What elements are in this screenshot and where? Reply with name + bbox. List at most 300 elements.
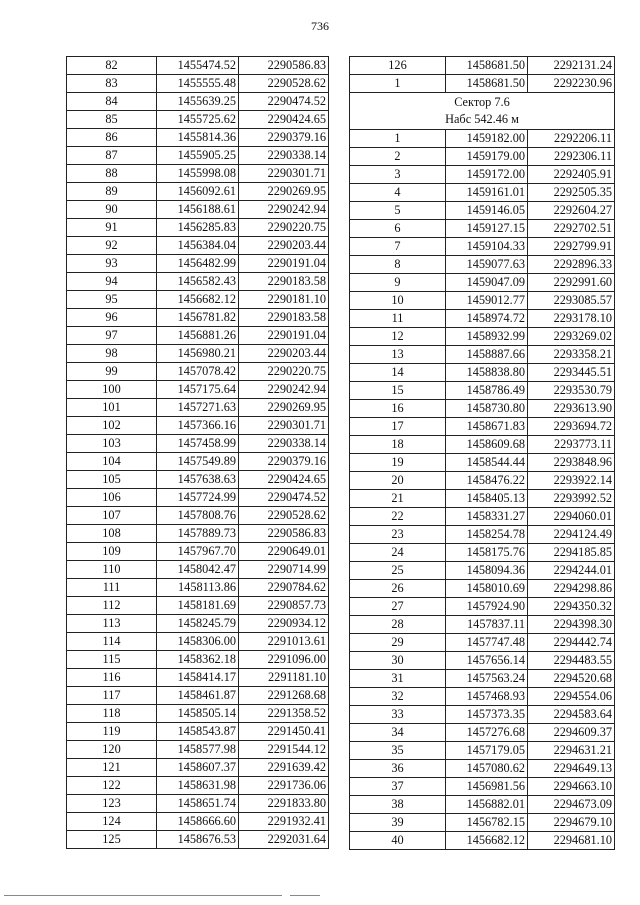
table-row [67,183,329,201]
table-row [67,363,329,381]
y-coordinate: 2292702.51 [528,220,615,238]
x-coordinate: 1458010.69 [446,580,528,598]
y-coordinate: 2290528.62 [239,75,329,93]
point-number: 26 [350,580,446,598]
y-coordinate: 2290784.62 [239,579,329,597]
point-number: 108 [67,525,157,543]
x-coordinate: 1456188.61 [157,201,239,219]
x-coordinate: 1458181.69 [157,597,239,615]
point-number: 103 [67,435,157,453]
point-number: 14 [350,364,446,382]
x-coordinate: 1456981.56 [446,778,528,796]
table-row [350,346,615,364]
point-number: 95 [67,291,157,309]
x-coordinate: 1458543.87 [157,723,239,741]
y-coordinate: 2290301.71 [239,417,329,435]
x-coordinate: 1458681.50 [446,75,528,93]
y-coordinate: 2293922.14 [528,472,615,490]
table-row [67,417,329,435]
table-row [350,382,615,400]
x-coordinate: 1459182.00 [446,130,528,148]
y-coordinate: 2290586.83 [239,525,329,543]
x-coordinate: 1456582.43 [157,273,239,291]
x-coordinate: 1456092.61 [157,183,239,201]
y-coordinate: 2293992.52 [528,490,615,508]
x-coordinate: 1457175.64 [157,381,239,399]
y-coordinate: 2290220.75 [239,219,329,237]
table-row [350,508,615,526]
point-number: 98 [67,345,157,363]
point-number: 4 [350,184,446,202]
point-number: 105 [67,471,157,489]
point-number: 83 [67,75,157,93]
x-coordinate: 1458254.78 [446,526,528,544]
table-row [350,472,615,490]
y-coordinate: 2293085.57 [528,292,615,310]
point-number: 118 [67,705,157,723]
y-coordinate: 2290269.95 [239,183,329,201]
x-coordinate: 1458094.36 [446,562,528,580]
x-coordinate: 1458974.72 [446,310,528,328]
table-row [67,129,329,147]
point-number: 27 [350,598,446,616]
x-coordinate: 1458544.44 [446,454,528,472]
table-row [350,364,615,382]
table-row [350,292,615,310]
table-row [350,454,615,472]
y-coordinate: 2294442.74 [528,634,615,652]
point-number: 122 [67,777,157,795]
table-row [350,760,615,778]
y-coordinate: 2292505.35 [528,184,615,202]
point-number: 120 [67,741,157,759]
x-coordinate: 1458042.47 [157,561,239,579]
table-row [350,688,615,706]
y-coordinate: 2291013.61 [239,633,329,651]
x-coordinate: 1456781.82 [157,309,239,327]
y-coordinate: 2294298.86 [528,580,615,598]
table-row [67,399,329,417]
point-number: 121 [67,759,157,777]
y-coordinate: 2294398.30 [528,616,615,634]
table-row [67,93,329,111]
point-number: 19 [350,454,446,472]
x-coordinate: 1458362.18 [157,651,239,669]
y-coordinate: 2292405.91 [528,166,615,184]
table-row [350,832,615,850]
y-coordinate: 2293178.10 [528,310,615,328]
y-coordinate: 2291932.41 [239,813,329,831]
x-coordinate: 1455905.25 [157,147,239,165]
y-coordinate: 2292896.33 [528,256,615,274]
y-coordinate: 2293358.21 [528,346,615,364]
table-row [67,759,329,777]
x-coordinate: 1459104.33 [446,238,528,256]
y-coordinate: 2292604.27 [528,202,615,220]
point-number: 38 [350,796,446,814]
table-row [350,706,615,724]
table-row [350,202,615,220]
point-number: 99 [67,363,157,381]
x-coordinate: 1458577.98 [157,741,239,759]
x-coordinate: 1458306.00 [157,633,239,651]
y-coordinate: 2293613.90 [528,400,615,418]
table-row [67,453,329,471]
table-row [350,130,615,148]
x-coordinate: 1458405.13 [446,490,528,508]
y-coordinate: 2291833.80 [239,795,329,813]
table-row [350,616,615,634]
x-coordinate: 1457179.05 [446,742,528,760]
y-coordinate: 2294060.01 [528,508,615,526]
y-coordinate: 2291096.00 [239,651,329,669]
x-coordinate: 1456285.83 [157,219,239,237]
table-row [67,165,329,183]
point-number: 116 [67,669,157,687]
table-row [67,633,329,651]
point-number: 10 [350,292,446,310]
point-number: 101 [67,399,157,417]
x-coordinate: 1457808.76 [157,507,239,525]
point-number: 96 [67,309,157,327]
x-coordinate: 1458838.80 [446,364,528,382]
table-row [350,400,615,418]
x-coordinate: 1457366.16 [157,417,239,435]
point-number: 24 [350,544,446,562]
y-coordinate: 2291450.41 [239,723,329,741]
x-coordinate: 1456682.12 [446,832,528,850]
table-row [67,471,329,489]
point-number: 104 [67,453,157,471]
table-row [350,238,615,256]
y-coordinate: 2290269.95 [239,399,329,417]
point-number: 110 [67,561,157,579]
point-number: 100 [67,381,157,399]
x-coordinate: 1456980.21 [157,345,239,363]
table-row [350,184,615,202]
x-coordinate: 1458461.87 [157,687,239,705]
point-number: 94 [67,273,157,291]
x-coordinate: 1459146.05 [446,202,528,220]
y-coordinate: 2292991.60 [528,274,615,292]
x-coordinate: 1457078.42 [157,363,239,381]
table-row [350,256,615,274]
x-coordinate: 1458932.99 [446,328,528,346]
point-number: 114 [67,633,157,651]
table-row [67,345,329,363]
y-coordinate: 2294350.32 [528,598,615,616]
table-row [350,598,615,616]
y-coordinate: 2290181.10 [239,291,329,309]
x-coordinate: 1459012.77 [446,292,528,310]
table-row [67,273,329,291]
point-number: 113 [67,615,157,633]
point-number: 8 [350,256,446,274]
x-coordinate: 1458887.66 [446,346,528,364]
point-number: 84 [67,93,157,111]
y-coordinate: 2290203.44 [239,237,329,255]
x-coordinate: 1458607.37 [157,759,239,777]
point-number: 11 [350,310,446,328]
x-coordinate: 1456384.04 [157,237,239,255]
table-row [67,435,329,453]
point-number: 124 [67,813,157,831]
table-row [67,111,329,129]
point-number: 13 [350,346,446,364]
point-number: 7 [350,238,446,256]
point-number: 85 [67,111,157,129]
x-coordinate: 1457924.90 [446,598,528,616]
y-coordinate: 2294609.37 [528,724,615,742]
table-row [350,652,615,670]
point-number: 91 [67,219,157,237]
x-coordinate: 1457458.99 [157,435,239,453]
point-number: 20 [350,472,446,490]
table-row [67,381,329,399]
point-number: 117 [67,687,157,705]
point-number: 39 [350,814,446,832]
table-row [67,57,329,75]
table-row [67,777,329,795]
y-coordinate: 2291736.06 [239,777,329,795]
table-row [67,597,329,615]
x-coordinate: 1458505.14 [157,705,239,723]
point-number: 37 [350,778,446,796]
y-coordinate: 2290338.14 [239,435,329,453]
x-coordinate: 1458476.22 [446,472,528,490]
point-number: 92 [67,237,157,255]
table-row [350,724,615,742]
point-number: 89 [67,183,157,201]
sector-header [350,93,615,130]
x-coordinate: 1458681.50 [446,57,528,75]
table-row [350,328,615,346]
x-coordinate: 1457563.24 [446,670,528,688]
table-row [67,579,329,597]
x-coordinate: 1457080.62 [446,760,528,778]
y-coordinate: 2294244.01 [528,562,615,580]
point-number: 115 [67,651,157,669]
y-coordinate: 2293773.11 [528,436,615,454]
y-coordinate: 2294185.85 [528,544,615,562]
left-coordinates-table [66,56,329,849]
x-coordinate: 1457468.93 [446,688,528,706]
x-coordinate: 1459179.00 [446,148,528,166]
point-number: 1 [350,75,446,93]
x-coordinate: 1459161.01 [446,184,528,202]
point-number: 17 [350,418,446,436]
point-number: 109 [67,543,157,561]
x-coordinate: 1455639.25 [157,93,239,111]
x-coordinate: 1455725.62 [157,111,239,129]
table-row [67,615,329,633]
y-coordinate: 2290474.52 [239,489,329,507]
x-coordinate: 1458651.74 [157,795,239,813]
point-number: 93 [67,255,157,273]
y-coordinate: 2294673.09 [528,796,615,814]
sector-header-row [350,93,615,130]
table-row [67,309,329,327]
point-number: 5 [350,202,446,220]
y-coordinate: 2294124.49 [528,526,615,544]
x-coordinate: 1458786.49 [446,382,528,400]
sector-area: Набс 542.46 м [445,112,519,126]
point-number: 88 [67,165,157,183]
right-coordinates-table [349,56,615,850]
y-coordinate: 2290586.83 [239,57,329,75]
table-row [67,741,329,759]
y-coordinate: 2290379.16 [239,453,329,471]
sector-title: Сектор 7.6 [454,95,510,109]
x-coordinate: 1455474.52 [157,57,239,75]
table-row [67,651,329,669]
y-coordinate: 2290857.73 [239,597,329,615]
point-number: 35 [350,742,446,760]
point-number: 32 [350,688,446,706]
y-coordinate: 2290183.58 [239,309,329,327]
y-coordinate: 2290220.75 [239,363,329,381]
y-coordinate: 2293694.72 [528,418,615,436]
point-number: 1 [350,130,446,148]
y-coordinate: 2290301.71 [239,165,329,183]
x-coordinate: 1458245.79 [157,615,239,633]
table-row [350,436,615,454]
table-row [350,75,615,93]
x-coordinate: 1458676.53 [157,831,239,849]
y-coordinate: 2291358.52 [239,705,329,723]
point-number: 22 [350,508,446,526]
point-number: 21 [350,490,446,508]
x-coordinate: 1458671.83 [446,418,528,436]
table-row [350,418,615,436]
point-number: 125 [67,831,157,849]
table-row [67,327,329,345]
point-number: 15 [350,382,446,400]
x-coordinate: 1456881.26 [157,327,239,345]
y-coordinate: 2293530.79 [528,382,615,400]
point-number: 3 [350,166,446,184]
table-row [67,219,329,237]
x-coordinate: 1459172.00 [446,166,528,184]
y-coordinate: 2294631.21 [528,742,615,760]
x-coordinate: 1457724.99 [157,489,239,507]
y-coordinate: 2291639.42 [239,759,329,777]
x-coordinate: 1457271.63 [157,399,239,417]
footer-rule-short [290,895,320,896]
point-number: 107 [67,507,157,525]
y-coordinate: 2294679.10 [528,814,615,832]
y-coordinate: 2290379.16 [239,129,329,147]
y-coordinate: 2294681.10 [528,832,615,850]
y-coordinate: 2294583.64 [528,706,615,724]
y-coordinate: 2290649.01 [239,543,329,561]
table-row [67,147,329,165]
table-row [67,75,329,93]
point-number: 28 [350,616,446,634]
table-row [67,795,329,813]
y-coordinate: 2294554.06 [528,688,615,706]
x-coordinate: 1455555.48 [157,75,239,93]
x-coordinate: 1458113.86 [157,579,239,597]
y-coordinate: 2290203.44 [239,345,329,363]
y-coordinate: 2291544.12 [239,741,329,759]
point-number: 36 [350,760,446,778]
table-row [350,742,615,760]
table-row [350,634,615,652]
x-coordinate: 1457276.68 [446,724,528,742]
table-row [350,814,615,832]
y-coordinate: 2294483.55 [528,652,615,670]
y-coordinate: 2292131.24 [528,57,615,75]
x-coordinate: 1456482.99 [157,255,239,273]
x-coordinate: 1455814.36 [157,129,239,147]
x-coordinate: 1455998.08 [157,165,239,183]
table-row [350,544,615,562]
y-coordinate: 2291181.10 [239,669,329,687]
y-coordinate: 2290474.52 [239,93,329,111]
point-number: 23 [350,526,446,544]
table-row [67,705,329,723]
point-number: 119 [67,723,157,741]
x-coordinate: 1458666.60 [157,813,239,831]
y-coordinate: 2290191.04 [239,255,329,273]
point-number: 25 [350,562,446,580]
table-row [67,201,329,219]
point-number: 18 [350,436,446,454]
y-coordinate: 2292230.96 [528,75,615,93]
table-row [67,507,329,525]
table-row [350,670,615,688]
y-coordinate: 2291268.68 [239,687,329,705]
x-coordinate: 1458175.76 [446,544,528,562]
point-number: 97 [67,327,157,345]
y-coordinate: 2294663.10 [528,778,615,796]
x-coordinate: 1457656.14 [446,652,528,670]
x-coordinate: 1457967.70 [157,543,239,561]
point-number: 2 [350,148,446,166]
y-coordinate: 2290424.65 [239,111,329,129]
x-coordinate: 1457638.63 [157,471,239,489]
x-coordinate: 1458730.80 [446,400,528,418]
x-coordinate: 1459127.15 [446,220,528,238]
point-number: 16 [350,400,446,418]
y-coordinate: 2290183.58 [239,273,329,291]
point-number: 40 [350,832,446,850]
point-number: 29 [350,634,446,652]
x-coordinate: 1456782.15 [446,814,528,832]
table-row [67,543,329,561]
y-coordinate: 2290338.14 [239,147,329,165]
y-coordinate: 2293848.96 [528,454,615,472]
x-coordinate: 1457837.11 [446,616,528,634]
point-number: 31 [350,670,446,688]
point-number: 87 [67,147,157,165]
table-row [67,237,329,255]
table-row [350,562,615,580]
table-row [67,561,329,579]
x-coordinate: 1457747.48 [446,634,528,652]
table-row [67,255,329,273]
y-coordinate: 2292306.11 [528,148,615,166]
y-coordinate: 2294520.68 [528,670,615,688]
page-number: 736 [311,19,329,33]
x-coordinate: 1457373.35 [446,706,528,724]
table-row [350,57,615,75]
point-number: 33 [350,706,446,724]
x-coordinate: 1458631.98 [157,777,239,795]
table-row [350,148,615,166]
table-row [350,220,615,238]
